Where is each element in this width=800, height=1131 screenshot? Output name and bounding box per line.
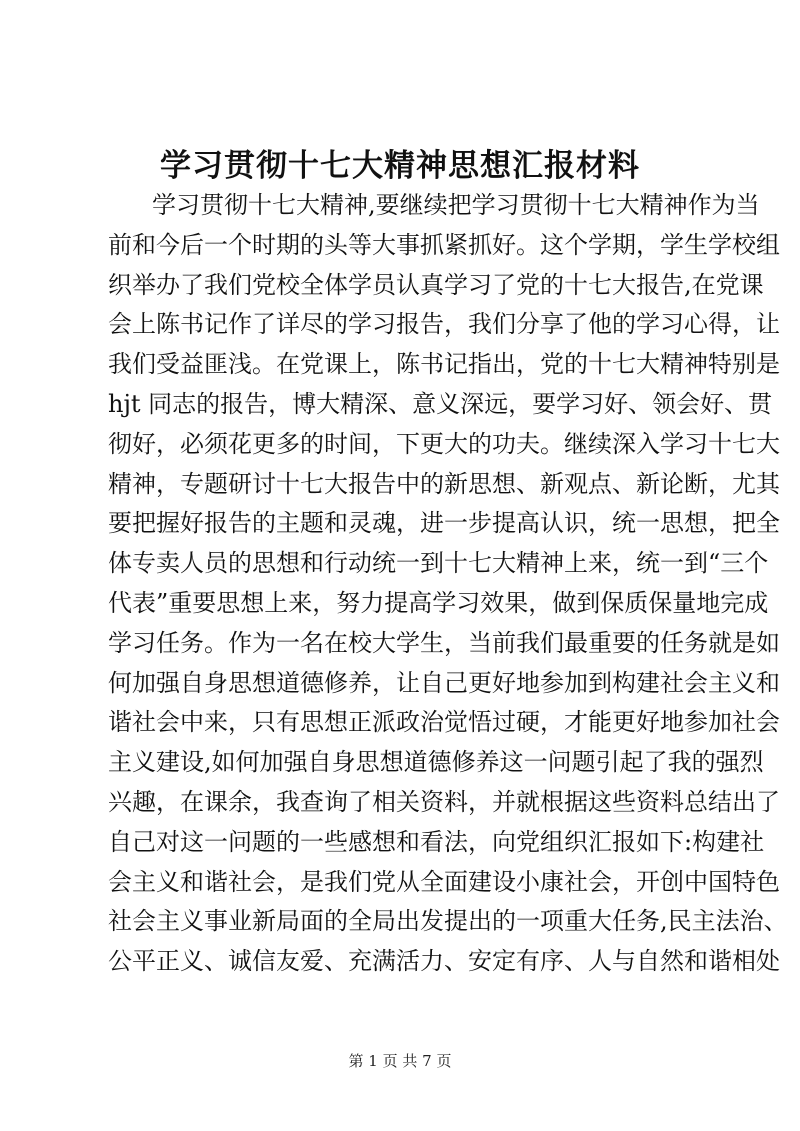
text-line: 前和今后一个时期的头等大事抓紧抓好。这个学期，学生学校组 <box>108 230 780 259</box>
text-line: 我们受益匪浅。在党课上，陈书记指出，党的十七大精神特别是 <box>108 350 780 379</box>
page-number-footer: 第 1 页 共 7 页 <box>348 1052 452 1070</box>
text-line: 社会主义事业新局面的全局出发提出的一项重大任务,民主法治、 <box>108 907 788 936</box>
text-line: 谐社会中来，只有思想正派政治觉悟过硬，才能更好地参加社会 <box>108 708 780 737</box>
document-title: 学习贯彻十七大精神思想汇报材料 <box>160 148 640 184</box>
text-line: 会上陈书记作了详尽的学习报告，我们分享了他的学习心得，让 <box>108 310 780 339</box>
text-line: 何加强自身思想道德修养，让自己更好地参加到构建社会主义和 <box>108 668 780 697</box>
text-line: 学习贯彻十七大精神,要继续把学习贯彻十七大精神作为当 <box>152 191 760 219</box>
text-line: 体专卖人员的思想和行动统一到十七大精神上来，统一到“三个 <box>108 549 769 578</box>
text-line: 兴趣，在课余，我查询了相关资料，并就根据这些资料总结出了 <box>108 787 780 816</box>
text-line: 学习任务。作为一名在校大学生，当前我们最重要的任务就是如 <box>108 628 780 657</box>
text-line: 会主义和谐社会，是我们党从全面建设小康社会，开创中国特色 <box>108 867 780 896</box>
text-line: 要把握好报告的主题和灵魂，进一步提高认识，统一思想，把全 <box>108 509 780 538</box>
text-line: 公平正义、诚信友爱、充满活力、安定有序、人与自然和谐相处 <box>108 947 780 976</box>
text-line: hjt 同志的报告，博大精深、意义深远，要学习好、领会好、贯 <box>108 389 773 418</box>
body-paragraph <box>108 186 788 982</box>
text-line: 主义建设,如何加强自身思想道德修养这一问题引起了我的强烈 <box>108 748 764 777</box>
text-line: 彻好，必须花更多的时间，下更大的功夫。继续深入学习十七大 <box>108 429 780 458</box>
text-line: 自己对这一问题的一些感想和看法，向党组织汇报如下:构建社 <box>108 827 765 856</box>
text-line: 织举办了我们党校全体学员认真学习了党的十七大报告,在党课 <box>108 270 764 299</box>
text-line: 精神，专题研讨十七大报告中的新思想、新观点、新论断，尤其 <box>108 469 780 498</box>
text-line: 代表”重要思想上来，努力提高学习效果，做到保质保量地完成 <box>108 588 769 617</box>
